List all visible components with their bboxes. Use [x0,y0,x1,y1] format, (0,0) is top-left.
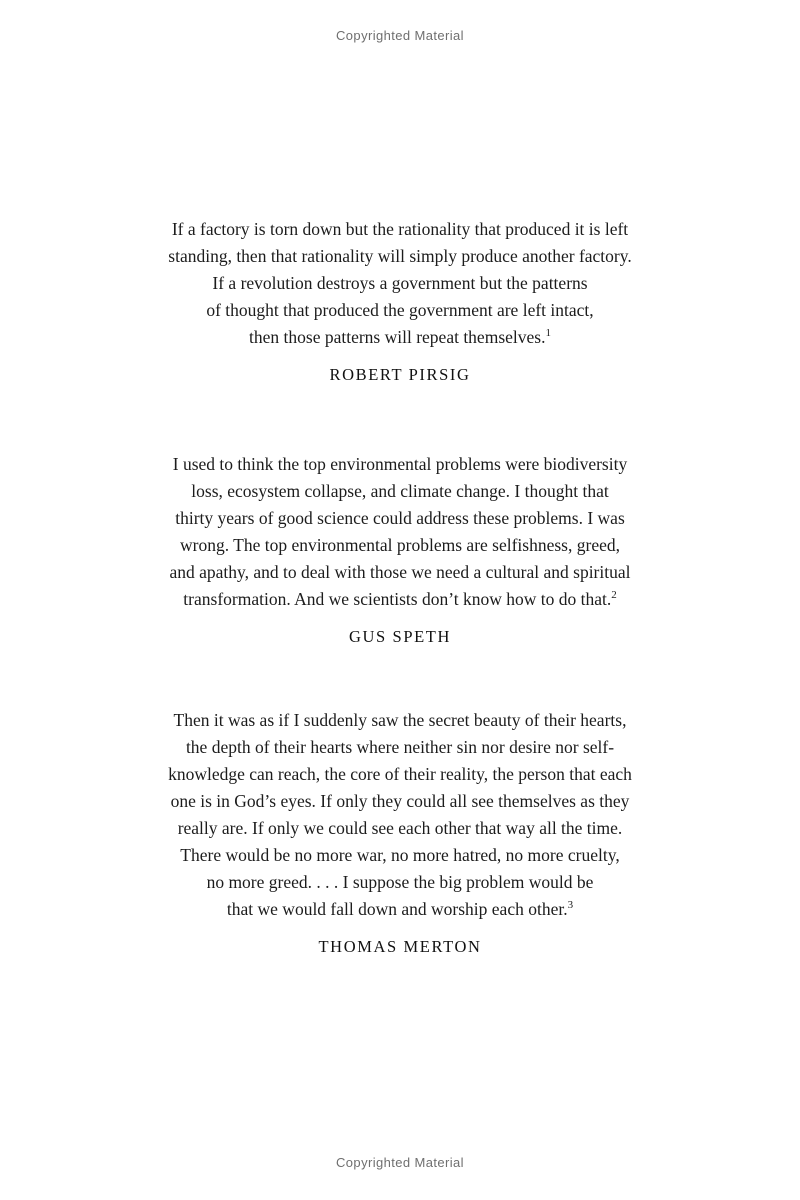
quote-line [0,896,800,923]
attribution-speth: GUS SPETH [349,627,451,646]
spacer [0,647,800,707]
attribution-merton: THOMAS MERTON [318,937,482,956]
epigraph-pirsig [0,216,800,385]
attribution-pirsig: ROBERT PIRSIG [329,365,471,384]
quote-line [0,586,800,613]
quote-line-text: transformation. And we scientists don’t know how to do that. [183,589,612,609]
quote-line: really are. If only we could see each other that way all the time. [177,818,623,838]
quote-line: There would be no more war, no more hatred, no more cruelty, [180,845,620,865]
epigraph-page-content [0,216,800,957]
copyright-notice-top: Copyrighted Material [336,28,464,43]
quote-line: Then it was as if I suddenly saw the secret beauty of their hearts, [173,710,627,730]
quote-line-text: then those patterns will repeat themselves. [249,327,546,347]
quote-line: If a factory is torn down but the rationality that produced it is left [171,219,629,239]
quote-line: I used to think the top environmental problems were biodiversity [172,454,628,474]
epigraph-speth [0,451,800,647]
quote-line: no more greed. . . . I suppose the big problem would be [206,872,594,892]
footnote-marker: 3 [567,899,574,912]
quote-line: loss, ecosystem collapse, and climate change. I thought that [191,481,609,501]
quote-line-text: that we would fall down and worship each other. [226,899,568,919]
quote-line: one is in God’s eyes. If only they could all see themselves as they [170,791,630,811]
spacer [0,385,800,451]
quote-line: knowledge can reach, the core of their reality, the person that each [168,764,632,784]
copyright-notice-bottom: Copyrighted Material [336,1155,464,1170]
footnote-marker: 2 [611,589,617,602]
quote-line [0,324,800,351]
epigraph-merton [0,707,800,957]
quote-line: of thought that produced the government are left intact, [206,300,594,320]
quote-line: the depth of their hearts where neither sin nor desire nor self- [185,737,615,757]
quote-line: and apathy, and to deal with those we need a cultural and spiritual [169,562,631,582]
quote-line: wrong. The top environmental problems are selfishness, greed, [180,535,620,555]
quote-line: thirty years of good science could address these problems. I was [175,508,625,528]
quote-line: standing, then that rationality will simply produce another factory. [168,246,632,266]
quote-line: If a revolution destroys a government but the patterns [212,273,588,293]
footnote-marker: 1 [545,327,551,340]
